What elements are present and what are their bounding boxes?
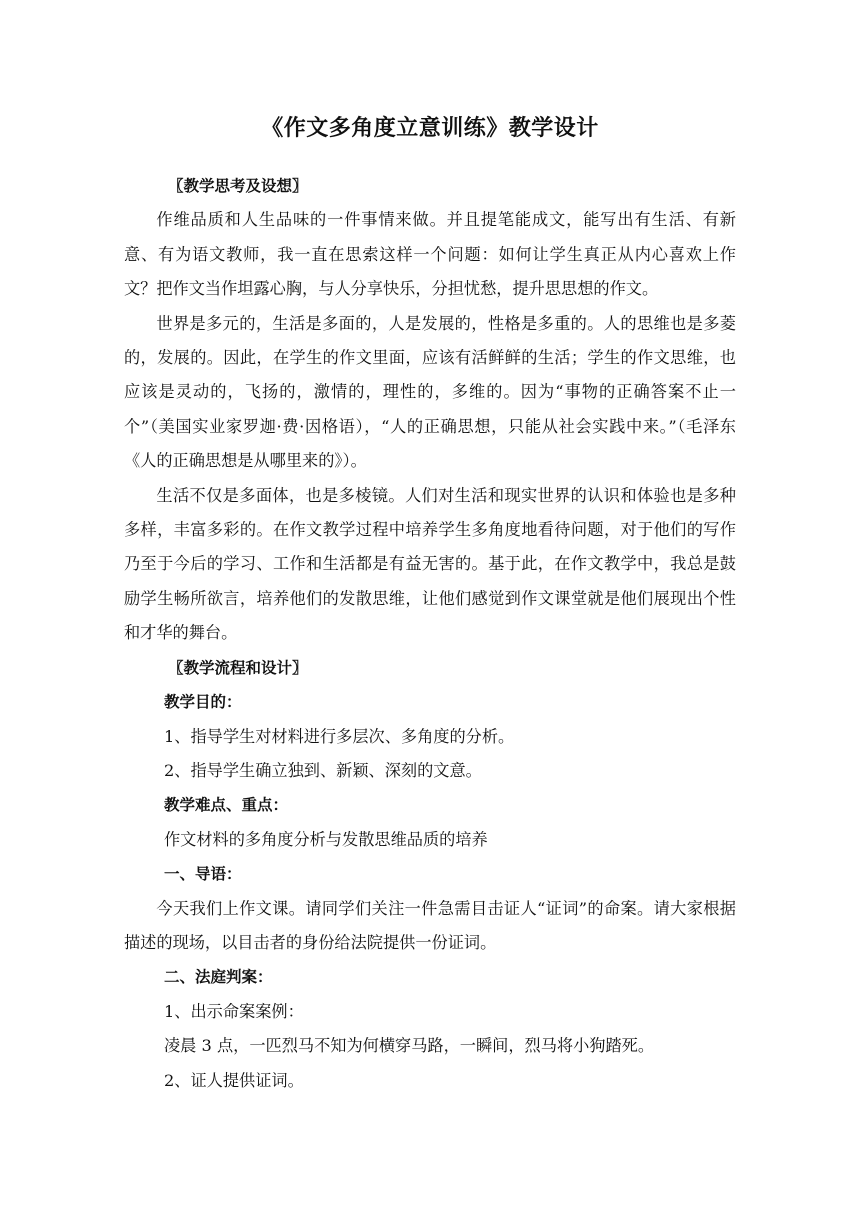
part2-item: 2、证人提供证词。 [164, 1070, 304, 1090]
focus-text: 作文材料的多角度分析与发散思维品质的培养 [164, 829, 488, 849]
goal-item: 2、指导学生确立独到、新颖、深刻的文意。 [164, 760, 482, 780]
paragraph: 世界是多元的，生活是多面的，人是发展的，性格是多重的。人的思维也是多菱的，发展的。因此，在学生的作文里面，应该有活鲜鲜的生活；学生的作文思维，也应该是灵动的，飞扬的，激情的，理性的，多维的。因为“事物的正确答案不止一个”（美国实业家罗迦·费·因格语），“人的正确思想，只能从社会实践中来。”（毛泽东《人的正确思想是从哪里来的》）。 [124, 313, 736, 471]
goal-item: 1、指导学生对材料进行多层次、多角度的分析。 [164, 726, 515, 746]
paragraph: 生活不仅是多面体，也是多棱镜。人们对生活和现实世界的认识和体验也是多种多样，丰富多彩的。在作文教学过程中培养学生多角度地看待问题，对于他们的写作乃至于今后的学习、工作和生活都是有益无害的。基于此，在作文教学中，我总是鼓励学生畅所欲言，培养他们的发散思维，让他们感觉到作文课堂就是他们展现出个性和才华的舞台。 [124, 485, 736, 643]
goal-label: 教学目的： [164, 693, 242, 712]
part2-item: 1、出示命案案例： [164, 1001, 304, 1021]
paragraph: 作维品质和人生品味的一件事情来做。并且提笔能成文，能写出有生活、有新意、有为语文教师，我一直在思索这样一个问题：如何让学生真正从内心喜欢上作文？把作文当作坦露心胸，与人分享快乐，分担忧愁，提升思思想的作文。 [124, 210, 736, 299]
focus-label: 教学难点、重点： [164, 796, 289, 815]
part2-label: 二、法庭判案： [164, 968, 273, 987]
part1-label: 一、导语： [164, 865, 242, 884]
document-title: 《作文多角度立意训练》教学设计 [261, 116, 599, 141]
section-heading-process: 〖教学流程和设计〗 [168, 658, 308, 677]
part1-text: 今天我们上作文课。请同学们关注一件急需目击证人“证词”的命案。请大家根据描述的现场，以目击者的身份给法院提供一份证词。 [124, 898, 736, 952]
part2-item: 凌晨 3 点，一匹烈马不知为何横穿马路，一瞬间，烈马将小狗踏死。 [164, 1036, 655, 1056]
section-heading-thoughts: 〖教学思考及设想〗 [168, 177, 308, 195]
document-body [124, 169, 736, 1098]
